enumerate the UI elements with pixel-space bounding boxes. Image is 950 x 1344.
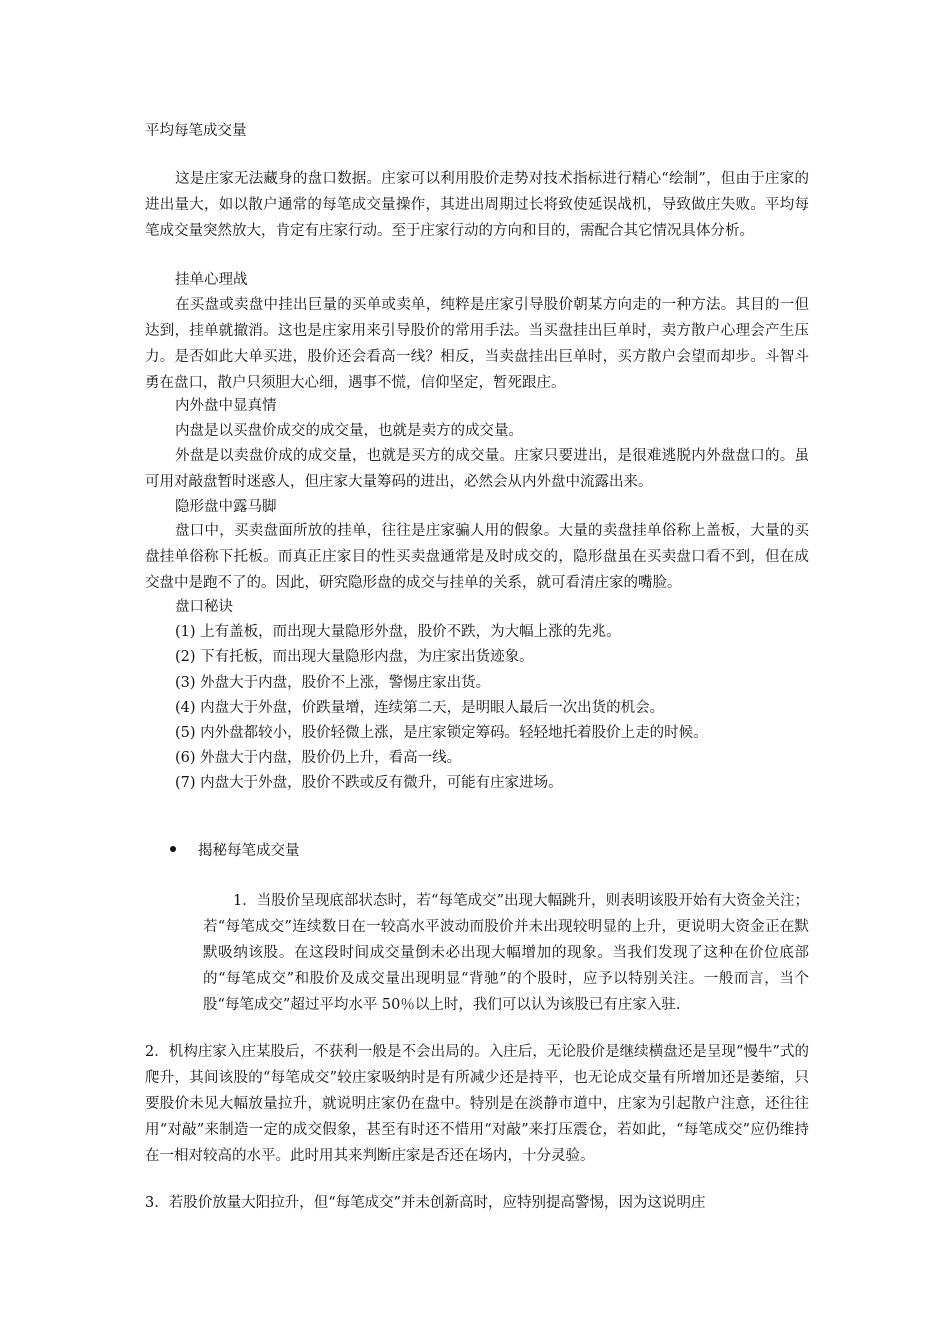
section-paragraph: 外盘是以卖盘价成的成交量，也就是买方的成交量。庄家只要进出，是很难逃脱内外盘盘口的。虽可用对敲盘暂时迷惑人，但庄家大量筹码的进出，必然会从内外盘中流露出来。: [145, 448, 809, 490]
section-paragraph: 在买盘或卖盘中挂出巨量的买单或卖单，纯粹是庄家引导股价朝某方向走的一种方法。其目的一但达到，挂单就撤消。这也是庄家用来引导股价的常用手法。当买盘挂出巨单时，卖方散户心理会产生压力。是否如此大单买进，股价还会看高一线？相反，当卖盘挂出巨单时，买方散户会望而却步。斗智斗勇在盘口，散户只须胆大心细，遇事不慌，信仰坚定，暂死跟庄。: [145, 297, 809, 391]
list-item: (5) 内外盘都较小，股价轻微上涨，是庄家锁定筹码。轻轻地托着股价上走的时候。: [175, 725, 708, 741]
section-heading-inner-outer: 内外盘中显真情: [175, 398, 277, 414]
reveal-paragraph-3: 3．若股价放量大阳拉升，但“每笔成交”并未创新高时，应特别提高警惕，因为这说明庄: [145, 1195, 706, 1211]
list-item: (3) 外盘大于内盘，股价不上涨，警惕庄家出货。: [175, 675, 491, 691]
bullet-label: 揭秘每笔成交量: [198, 843, 300, 859]
bullet-dot-icon: [170, 846, 176, 852]
section-paragraph: 内盘是以买盘价成交的成交量，也就是卖方的成交量。: [175, 423, 523, 439]
bullet-item: [170, 838, 300, 864]
secrets-heading: 盘口秘诀: [175, 599, 233, 615]
list-item: (7) 内盘大于外盘，股价不跌或反有微升，可能有庄家进场。: [175, 775, 563, 791]
reveal-paragraph-1: 1．当股价呈现底部状态时，若“每笔成交”出现大幅跳升，则表明该股开始有大资金关注；若“每笔成交”连续数日在一较高水平波动而股价并未出现较明显的上升，更说明大资金正在默默吸纳该股。在这段时间成交量倒未必出现大幅增加的现象。当我们发现了这种在价位底部的“每笔成交”和股价及成交量出现明显“背驰”的个股时，应予以特别关注。一般而言，当个股“每笔成交”超过平均水平 50％以上时，我们可以认为该股已有庄家入驻.: [203, 893, 809, 1013]
page-title: 平均每笔成交量: [145, 123, 247, 139]
list-item: (1) 上有盖板，而出现大量隐形外盘，股价不跌，为大幅上涨的先兆。: [175, 624, 621, 640]
section-heading-hidden-orders: 隐形盘中露马脚: [175, 499, 277, 515]
list-item: (2) 下有托板，而出现大量隐形内盘，为庄家出货迹象。: [175, 649, 534, 665]
section-heading-order-psychology: 挂单心理战: [175, 272, 248, 288]
intro-paragraph: 这是庄家无法藏身的盘口数据。庄家可以利用股价走势对技术指标进行精心“绘制”，但由于庄家的进出量大，如以散户通常的每笔成交量操作，其进出周期过长将致使延误战机，导致做庄失败。平均每笔成交量突然放大，肯定有庄家行动。至于庄家行动的方向和目的，需配合其它情况具体分析。: [145, 171, 809, 239]
list-item: (4) 内盘大于外盘，价跌量增，连续第二天，是明眼人最后一次出货的机会。: [175, 700, 665, 716]
reveal-paragraph-2: 2．机构庄家入庄某股后，不获利一般是不会出局的。入庄后，无论股价是继续横盘还是呈现“慢牛”式的爬升，其间该股的“每笔成交”较庄家吸纳时是有所减少还是持平，也无论成交量有所增加还是萎缩，只要股价未见大幅放量拉升，就说明庄家仍在盘中。特别是在淡静市道中，庄家为引起散户注意，还往往用“对敲”来制造一定的成交假象，甚至有时还不惜用“对敲”来打压震仓，若如此，“每笔成交”应仍维持在一相对较高的水平。此时用其来判断庄家是否还在场内，十分灵验。: [145, 1044, 809, 1164]
list-item: (6) 外盘大于内盘，股价仍上升，看高一线。: [175, 750, 462, 766]
section-paragraph: 盘口中，买卖盘面所放的挂单，往往是庄家骗人用的假象。大量的卖盘挂单俗称上盖板，大量的买盘挂单俗称下托板。而真正庄家目的性买卖盘通常是及时成交的，隐形盘虽在买卖盘口看不到，但在成交盘中是跑不了的。因此，研究隐形盘的成交与挂单的关系，就可看清庄家的嘴脸。: [145, 523, 809, 591]
